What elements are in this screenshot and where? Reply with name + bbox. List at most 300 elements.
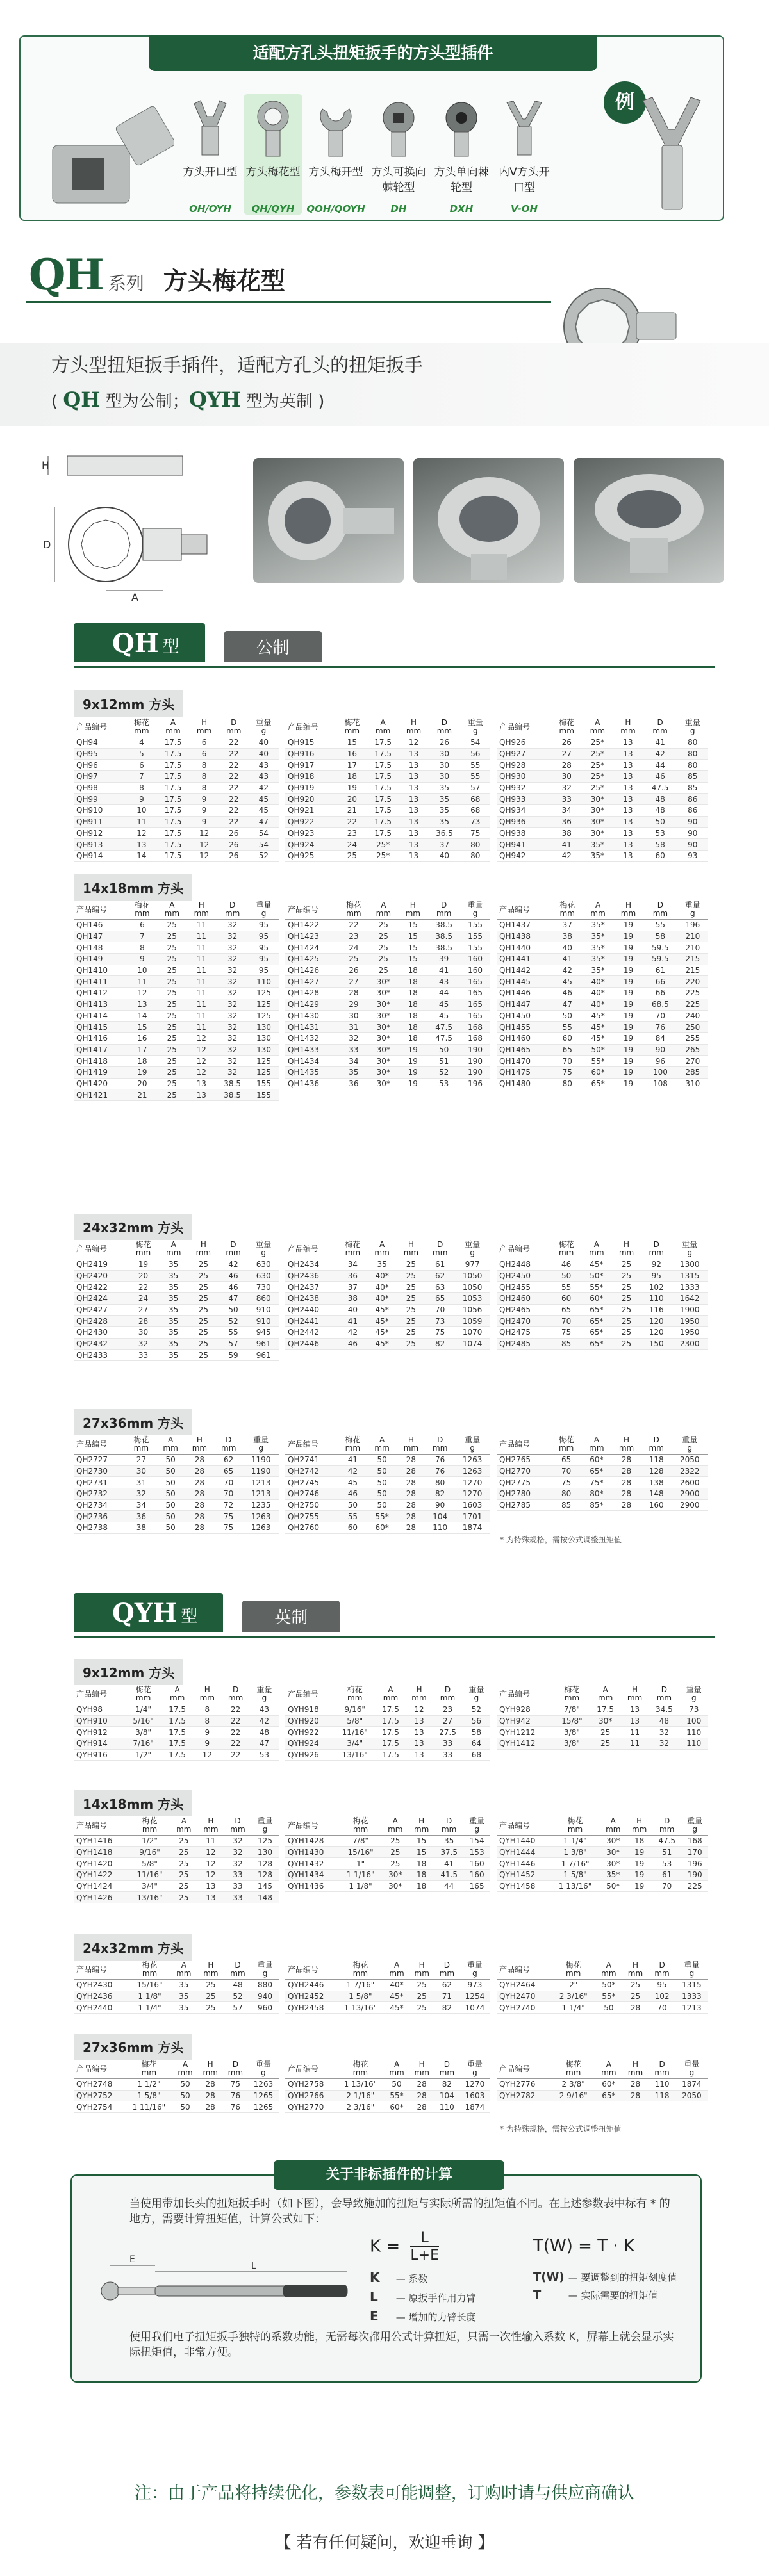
spec-cell: 27 [128, 1304, 159, 1316]
spec-cell: 76 [426, 1455, 454, 1466]
spec-cell: 1056 [454, 1304, 490, 1316]
column-header: H mm [397, 1435, 426, 1455]
table-row [285, 1499, 490, 1511]
column-header: 梅花 mm [551, 1435, 582, 1455]
qyh-section-tab [74, 1593, 223, 1632]
insert-type-list [181, 94, 554, 215]
table-row [285, 1858, 490, 1870]
spec-cell: 130 [251, 1846, 279, 1858]
spec-cell: 1603 [454, 1499, 490, 1511]
spec-cell: 13 [186, 1089, 216, 1101]
spec-cell: 1 1/2" [125, 2079, 172, 2091]
spec-cell: 60* [583, 1066, 613, 1078]
table-row [285, 1032, 490, 1044]
column-header: 重量 g [243, 1435, 279, 1455]
column-header: 产品编号 [497, 1816, 550, 1836]
product-code-cell: QH2470 [497, 1316, 551, 1327]
spec-cell: 940 [251, 1991, 279, 2002]
spec-cell: 37 [338, 1282, 367, 1293]
spec-cell: 25 [611, 1304, 641, 1316]
product-code-cell: QH941 [497, 839, 551, 851]
spec-cell: 25 [170, 1846, 197, 1858]
spec-cell: 50 [219, 1304, 249, 1316]
table-row [497, 805, 708, 817]
spec-cell: 85 [677, 782, 708, 794]
table-row [497, 782, 708, 794]
spec-cell: 150 [641, 1338, 672, 1349]
spec-cell: 30* [368, 1078, 398, 1089]
k-formula-label: K = [370, 2237, 401, 2256]
insert-type-open[interactable] [181, 94, 240, 215]
example-badge: 例 [604, 81, 646, 124]
spec-cell: 1/2" [125, 1749, 161, 1761]
spec-cell: 270 [677, 1056, 708, 1067]
spec-cell: 225 [677, 988, 708, 999]
spec-cell: 2 3/16" [551, 1991, 595, 2002]
spec-cell: 28 [611, 1477, 641, 1488]
product-code-cell: QH1417 [74, 1044, 127, 1056]
spec-cell: 61 [426, 1259, 454, 1271]
column-header: 梅花 mm [126, 717, 156, 737]
spec-cell: 17.5 [367, 771, 399, 783]
column-header: A mm [158, 1239, 188, 1259]
spec-cell: 125 [249, 1056, 279, 1067]
product-code-cell: QH1432 [285, 1032, 338, 1044]
table-row [285, 1270, 490, 1282]
table-row [74, 1338, 279, 1349]
spec-cell: 84 [643, 1032, 677, 1044]
table-row [285, 805, 490, 817]
spec-cell: 22 [221, 1704, 249, 1716]
table-row [285, 942, 490, 954]
spec-cell: 17.5 [376, 1704, 406, 1716]
spec-cell: 35 [170, 2002, 197, 2014]
spec-cell: 25* [583, 782, 613, 794]
table-row [74, 1477, 279, 1488]
spec-cell: 32 [649, 1727, 679, 1738]
product-code-cell: QYH2748 [74, 2079, 125, 2091]
qh-tab-suffix: 型 [162, 637, 179, 656]
spec-cell: 9 [190, 816, 219, 827]
spec-cell: 125 [249, 1010, 279, 1022]
table-row [285, 1511, 490, 1522]
spec-cell: 20 [127, 1078, 157, 1089]
spec-cell: 108 [643, 1078, 677, 1089]
column-header: 梅花 mm [554, 1684, 590, 1704]
spec-cell: 50 [643, 816, 677, 827]
table-row [497, 748, 708, 760]
spec-cell: 13 [613, 794, 643, 805]
spec-cell: 13 [399, 760, 428, 771]
spec-cell: 17.5 [161, 1715, 193, 1727]
spec-cell: 25 [611, 1338, 641, 1349]
spec-cell: 35 [158, 1338, 188, 1349]
insert-type-ring[interactable] [244, 94, 302, 215]
spec-cell: 18 [408, 1880, 434, 1892]
spec-cell: 17.5 [590, 1704, 621, 1716]
spec-cell: 61 [652, 1870, 681, 1881]
spec-cell: 38.5 [216, 1089, 249, 1101]
spec-cell: 40 [338, 1304, 367, 1316]
spec-cell: 28 [185, 1522, 214, 1534]
spec-cell: 38.5 [427, 920, 460, 931]
product-code-cell: QYH926 [285, 1749, 334, 1761]
spec-cell: 19 [626, 1870, 652, 1881]
spec-cell: 12 [190, 839, 219, 851]
table-row [285, 748, 490, 760]
spec-cell: 50 [384, 2079, 409, 2091]
spec-cell: 19 [613, 1056, 643, 1067]
table-row [74, 1270, 279, 1282]
column-header: 梅花 mm [128, 1239, 159, 1259]
spec-cell: 25 [157, 920, 186, 931]
product-code-cell: QYH1426 [74, 1892, 129, 1903]
spec-cell: 26 [428, 737, 460, 749]
spec-cell: 102 [649, 1991, 675, 2002]
column-header: 重量 g [677, 717, 708, 737]
table-row [285, 760, 490, 771]
spec-cell: 960 [251, 2002, 279, 2014]
spec-cell: 45* [581, 1259, 611, 1271]
product-code-cell: QH97 [74, 771, 126, 783]
column-header: H mm [409, 2059, 434, 2079]
spec-cell: 13 [399, 748, 428, 760]
product-code-cell: QH2427 [74, 1304, 128, 1316]
product-code-cell: QYH2470 [497, 1991, 551, 2002]
spec-cell: 125 [249, 988, 279, 999]
product-code-cell: QH2741 [285, 1455, 338, 1466]
spec-cell: 25* [583, 760, 613, 771]
insert-type-banner [19, 35, 724, 221]
product-code-cell: QH2780 [497, 1488, 551, 1500]
spec-cell: 13 [197, 1880, 224, 1892]
product-code-cell: QYH1424 [74, 1880, 129, 1892]
spec-cell: 25 [157, 931, 186, 942]
banner-title: 适配方孔头扭矩扳手的方头型插件 [149, 35, 597, 71]
spec-cell: 225 [681, 1880, 708, 1892]
spec-cell: 1315 [672, 1270, 708, 1282]
diagram-label-e: E [129, 2254, 135, 2265]
spec-cell: 25 [157, 976, 186, 988]
insert-type-oneway-ratchet[interactable] [432, 94, 491, 215]
spec-cell: 50 [367, 1465, 396, 1477]
spec-cell: 17.5 [376, 1738, 406, 1750]
spec-cell: 128 [641, 1465, 672, 1477]
spec-cell: 2322 [672, 1465, 708, 1477]
spec-cell: 125 [251, 1836, 279, 1847]
product-code-cell: QH96 [74, 760, 126, 771]
spec-cell: 1 5/8" [336, 1991, 384, 2002]
spec-cell: 25 [157, 1089, 186, 1101]
spec-cell: 40 [428, 850, 460, 861]
size-tag-qyh-24x32: 24x32mm 方头 [74, 1934, 192, 1961]
spec-cell: 1213 [675, 2002, 708, 2014]
spec-cell: 58 [643, 839, 677, 851]
spec-cell: 1950 [672, 1316, 708, 1327]
column-header: H mm [406, 1684, 433, 1704]
table-row [497, 1078, 708, 1089]
table-row [74, 920, 279, 931]
spec-cell: 17.5 [156, 748, 189, 760]
table-row [285, 1749, 490, 1761]
column-header: 梅花 mm [125, 2059, 172, 2079]
spec-cell: 22 [219, 794, 249, 805]
spec-cell: 110 [649, 2079, 675, 2091]
spec-cell: 25 [197, 1980, 224, 1991]
spec-table [497, 2059, 708, 2101]
spec-cell: 76 [426, 1465, 454, 1477]
spec-cell: 28 [198, 2090, 223, 2101]
spec-cell: 28 [397, 1455, 426, 1466]
column-header: A mm [367, 1435, 396, 1455]
product-code-cell: QH1475 [497, 1066, 552, 1078]
table-row [285, 1715, 490, 1727]
spec-cell: 11/16" [334, 1727, 376, 1738]
spec-cell: 80 [677, 760, 708, 771]
table-row [74, 782, 279, 794]
product-code-cell: QYH2758 [285, 2079, 336, 2091]
spec-cell: 28 [611, 1455, 641, 1466]
column-header: 梅花 mm [127, 900, 157, 920]
column-header: D mm [428, 717, 460, 737]
product-code-cell: QH2734 [74, 1499, 126, 1511]
column-header: A mm [156, 717, 189, 737]
series-description: 方头型扭矩扳手插件，适配方孔头的扭矩扳手 [51, 354, 424, 376]
product-code-cell: QH928 [497, 760, 551, 771]
spec-cell: 45 [249, 794, 279, 805]
spec-cell: 25 [157, 1066, 186, 1078]
spec-cell: 32 [216, 1056, 249, 1067]
spec-cell: 75 [426, 1327, 454, 1339]
spec-cell: 60* [384, 2101, 409, 2113]
spec-cell: 25 [409, 1991, 434, 2002]
spec-cell: 35 [338, 1066, 368, 1078]
spec-cell: 47.5 [652, 1836, 681, 1847]
product-code-cell: QH1421 [74, 1089, 127, 1101]
product-code-cell: QH1423 [285, 931, 338, 942]
spec-cell: 42 [643, 748, 677, 760]
dim-label-h: H [42, 459, 50, 471]
column-header: 产品编号 [497, 1435, 551, 1455]
spec-cell: 55 [643, 920, 677, 931]
insert-type-v-open[interactable] [495, 94, 554, 215]
table-row [74, 1858, 279, 1870]
table-row [285, 1522, 490, 1534]
legend-symbol: K [370, 2270, 380, 2285]
product-code-cell: QH1455 [497, 1022, 552, 1033]
spec-cell: 75 [214, 1522, 243, 1534]
product-code-cell: QYH1420 [74, 1858, 129, 1870]
spec-cell: 32 [216, 920, 249, 931]
spec-cell: 28 [409, 2079, 434, 2091]
spec-cell: 8 [190, 782, 219, 794]
product-code-cell: QH1445 [497, 976, 552, 988]
table-row [285, 1836, 490, 1847]
table-row [285, 771, 490, 783]
spec-cell: 13 [126, 839, 156, 851]
insert-type-reversible-ratchet[interactable] [369, 94, 428, 215]
spec-cell: 1701 [454, 1511, 490, 1522]
series-code: QH [29, 250, 103, 300]
spec-cell: 30 [126, 1465, 156, 1477]
spec-cell: 16 [337, 748, 367, 760]
table-row [285, 2090, 490, 2101]
spec-cell: 50* [600, 1880, 626, 1892]
spec-cell: 130 [249, 1044, 279, 1056]
spec-cell: 1300 [672, 1259, 708, 1271]
spec-table [285, 1435, 490, 1534]
table-row [74, 1511, 279, 1522]
spec-cell: 48 [643, 794, 677, 805]
table-row [497, 1846, 708, 1858]
spec-cell: 19 [398, 1078, 427, 1089]
table-row [285, 1488, 490, 1500]
table-row [497, 1499, 708, 1511]
spec-cell: 27 [551, 748, 583, 760]
table-row [74, 931, 279, 942]
column-header: 产品编号 [285, 717, 337, 737]
spec-cell: 52 [463, 1704, 490, 1716]
spec-cell: 32 [128, 1338, 159, 1349]
column-header: D mm [643, 717, 677, 737]
spec-cell: 18 [626, 1836, 652, 1847]
qh-section-tab [74, 623, 205, 662]
table-row [285, 1304, 490, 1316]
spec-cell: 1263 [248, 2079, 279, 2091]
spec-table [497, 717, 708, 862]
oneway-ratchet-insert-icon [439, 97, 484, 161]
spec-cell: 30 [428, 760, 460, 771]
column-header: 产品编号 [285, 1816, 339, 1836]
spec-cell: 44 [434, 1880, 463, 1892]
spec-cell: 160 [463, 1858, 490, 1870]
spec-cell: 3/8" [125, 1727, 161, 1738]
product-code-cell: QH2424 [74, 1293, 128, 1305]
spec-cell: 1190 [243, 1455, 279, 1466]
spec-cell: 11 [186, 988, 216, 999]
insert-type-name: 方头梅开型 [308, 166, 363, 179]
spec-cell: 43 [249, 760, 279, 771]
table-row [74, 1715, 279, 1727]
product-code-cell: QH2428 [74, 1316, 128, 1327]
spec-cell: 55 [461, 771, 490, 783]
spec-cell: 25 [157, 942, 186, 954]
spec-table-header [497, 717, 708, 737]
product-code-cell: QH923 [285, 827, 337, 839]
spec-cell: 28 [622, 2079, 649, 2091]
spec-cell: 6 [190, 737, 219, 749]
spec-cell: 60 [643, 850, 677, 861]
product-code-cell: QYH1452 [497, 1870, 550, 1881]
spec-cell: 104 [426, 1511, 454, 1522]
spec-cell: 38.5 [427, 942, 460, 954]
table-row [74, 816, 279, 827]
product-code-cell: QH911 [74, 816, 126, 827]
spec-cell: 11 [621, 1727, 649, 1738]
spec-cell: 35 [158, 1304, 188, 1316]
spec-cell: 1333 [672, 1282, 708, 1293]
spec-cell: 165 [460, 976, 490, 988]
table-row [74, 1465, 279, 1477]
size-tag-qyh-14x18: 14x18mm 方头 [74, 1790, 192, 1816]
column-header: H mm [613, 900, 643, 920]
spec-cell: 2900 [672, 1499, 708, 1511]
column-header: D mm [216, 900, 249, 920]
spec-cell: 1263 [243, 1511, 279, 1522]
dim-label-a: A [131, 591, 138, 602]
insert-type-ring-open[interactable] [306, 94, 365, 215]
spec-cell: 28 [397, 1465, 426, 1477]
spec-cell: 50* [583, 1044, 613, 1056]
spec-cell: 85 [551, 1499, 582, 1511]
spec-cell: 2300 [672, 1338, 708, 1349]
spec-cell: 1 13/16" [336, 2002, 384, 2014]
spec-cell: 13 [613, 737, 643, 749]
spec-cell: 30* [583, 816, 613, 827]
column-header: D mm [223, 2059, 248, 2079]
product-code-cell: QYH1458 [497, 1880, 550, 1892]
table-row [497, 794, 708, 805]
reversible-ratchet-insert-icon [376, 97, 421, 161]
spec-cell: 33 [224, 1880, 251, 1892]
table-row [74, 794, 279, 805]
spec-cell: 90 [426, 1499, 454, 1511]
spec-cell: 85* [581, 1499, 611, 1511]
spec-cell: 165 [463, 1880, 490, 1892]
spec-cell: 13 [613, 805, 643, 817]
product-code-cell: QH1470 [497, 1056, 552, 1067]
product-code-cell: QH2438 [285, 1293, 338, 1305]
spec-cell: 210 [677, 942, 708, 954]
spec-cell: 26 [219, 827, 249, 839]
column-header: 重量 g [461, 717, 490, 737]
spec-cell: 730 [248, 1282, 279, 1293]
spec-cell: 1 13/16" [336, 2079, 384, 2091]
spec-table [285, 900, 490, 1089]
spec-cell: 8 [193, 1704, 221, 1716]
table-row [497, 1270, 708, 1282]
spec-cell: 255 [677, 1032, 708, 1044]
insert-type-code: V-OH [510, 203, 538, 215]
table-row [285, 1259, 490, 1271]
product-code-cell: QYH920 [285, 1715, 334, 1727]
column-header: 重量 g [459, 1960, 490, 1980]
product-code-cell: QYH916 [74, 1749, 125, 1761]
spec-cell: 110 [249, 976, 279, 988]
spec-cell: 32 [224, 1858, 251, 1870]
spec-cell: 190 [460, 1044, 490, 1056]
spec-cell: 28 [185, 1488, 214, 1500]
spec-cell: 40 [249, 748, 279, 760]
spec-cell: 19 [626, 1846, 652, 1858]
spec-cell: 18 [408, 1858, 434, 1870]
table-row [74, 1892, 279, 1903]
spec-cell: 17.5 [161, 1727, 193, 1738]
spec-cell: 33 [224, 1892, 251, 1903]
column-header: 重量 g [251, 1960, 279, 1980]
product-code-cell: QH1429 [285, 999, 338, 1010]
spec-cell: 71 [434, 1991, 459, 2002]
spec-cell: 41 [643, 737, 677, 749]
spec-cell: 41 [434, 1858, 463, 1870]
spec-cell: 25 [590, 1738, 621, 1750]
table-row [74, 748, 279, 760]
product-code-cell: QH95 [74, 748, 126, 760]
spec-cell: 13 [621, 1715, 649, 1727]
column-header: 重量 g [248, 2059, 279, 2079]
column-header: H mm [198, 2059, 223, 2079]
spec-cell: 47.5 [643, 782, 677, 794]
